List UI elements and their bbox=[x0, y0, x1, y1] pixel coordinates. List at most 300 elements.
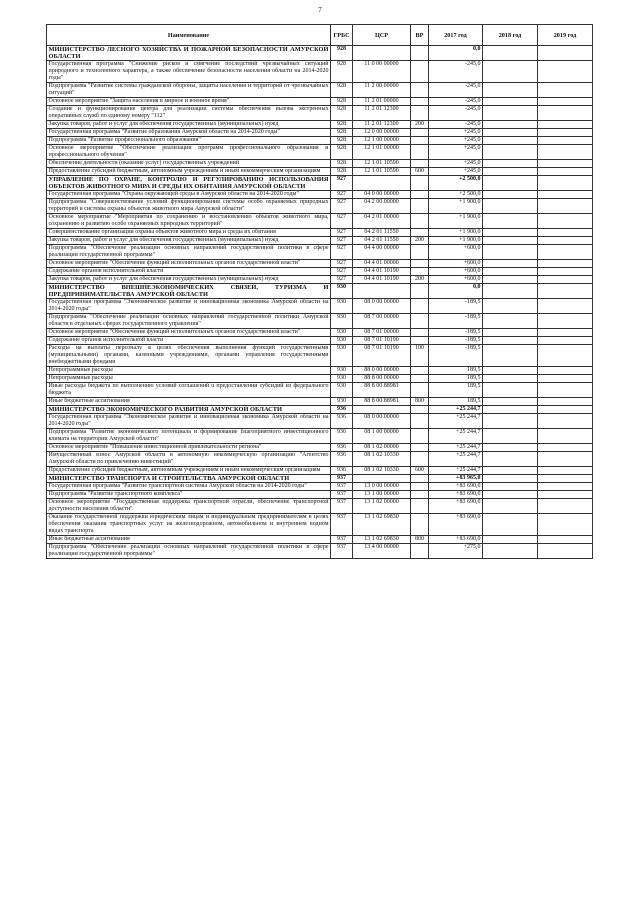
cell-2017: +1 900,0 bbox=[429, 199, 483, 214]
table-row bbox=[47, 337, 593, 345]
header-name: Наименование bbox=[47, 25, 331, 46]
cell-2019 bbox=[538, 83, 593, 98]
cell-2018 bbox=[483, 429, 538, 444]
cell-vr bbox=[411, 299, 429, 314]
cell-vr: 200 bbox=[411, 237, 429, 245]
header-csr: ЦСР bbox=[353, 25, 411, 46]
cell-2018 bbox=[483, 276, 538, 284]
cell-name: Оказание государственной поддержки юридическим лицам и индивидуальным предпринимателям в целях обеспечения оказания транспортных услуг на железнодорожном, автомобильном и внутреннем водном видах транспорта bbox=[48, 514, 329, 534]
cell-2017: +2 500,0 bbox=[429, 176, 483, 191]
cell-2018 bbox=[483, 536, 538, 544]
cell-grbs: 937 bbox=[331, 544, 353, 559]
cell-2017: +83 690,0 bbox=[429, 499, 483, 514]
cell-grbs: 927 bbox=[331, 260, 353, 268]
cell-grbs: 930 bbox=[331, 337, 353, 345]
table-row bbox=[47, 475, 593, 483]
cell-csr: 04 2 01 11550 bbox=[353, 229, 411, 237]
cell-csr: 04 4 01 00000 bbox=[353, 260, 411, 268]
cell-csr: 12 0 00 00000 bbox=[353, 129, 411, 137]
cell-vr bbox=[411, 475, 429, 483]
cell-grbs: 927 bbox=[331, 199, 353, 214]
cell-name: Подпрограмма "Обеспечение реализации основных направлений государственной политики в сфере реализации государственной программы" bbox=[48, 245, 329, 258]
cell-2017: +83 690,0 bbox=[429, 536, 483, 544]
cell-2019 bbox=[538, 536, 593, 544]
cell-csr: 04 2 01 00000 bbox=[353, 214, 411, 229]
cell-2017: +83 690,0 bbox=[429, 491, 483, 499]
cell-name: Подпрограмма "Развитие системы гражданской обороны, защиты населения и территорий от чрезвычайных ситуаций" bbox=[48, 83, 329, 96]
cell-2018 bbox=[483, 467, 538, 475]
cell-vr bbox=[411, 268, 429, 276]
cell-name: Подпрограмма "Развитие профессионального образования" bbox=[47, 137, 331, 145]
cell-2018 bbox=[483, 176, 538, 191]
cell-vr: 800 bbox=[411, 398, 429, 406]
table-row bbox=[47, 214, 593, 229]
cell-grbs: 930 bbox=[331, 375, 353, 383]
cell-grbs: 927 bbox=[331, 176, 353, 191]
cell-grbs: 927 bbox=[331, 229, 353, 237]
cell-2017: +600,0 bbox=[429, 268, 483, 276]
cell-vr bbox=[411, 499, 429, 514]
cell-2017: +1 900,0 bbox=[429, 237, 483, 245]
table-row bbox=[47, 129, 593, 137]
cell-2019 bbox=[538, 345, 593, 367]
cell-2017: 189,5 bbox=[429, 375, 483, 383]
cell-name: Подпрограмма "Развитие транспортного комплекса" bbox=[47, 491, 331, 499]
cell-name: Обеспечение деятельности (оказание услуг) государственных учреждений bbox=[47, 160, 331, 168]
cell-name: Предоставление субсидий бюджетным, автономным учреждениям и иным некоммерческим организациям bbox=[47, 467, 331, 475]
cell-grbs: 936 bbox=[331, 444, 353, 452]
cell-csr: 08 0 00 00000 bbox=[353, 299, 411, 314]
cell-2019 bbox=[538, 199, 593, 214]
cell-2017: +245,0 bbox=[429, 137, 483, 145]
cell-2017: +2 500,0 bbox=[429, 191, 483, 199]
cell-2019 bbox=[538, 514, 593, 536]
cell-2019 bbox=[538, 284, 593, 299]
cell-name: Подпрограмма "Обеспечение реализации основных направлений государственной политики Амурской области в отдельных сферах государственного управления" bbox=[48, 314, 329, 327]
cell-name: Основное мероприятие "Повышение инвестиционной привлекательности региона" bbox=[47, 444, 331, 452]
cell-grbs: 936 bbox=[331, 414, 353, 429]
cell-grbs: 928 bbox=[331, 98, 353, 106]
cell-2018 bbox=[483, 214, 538, 229]
table-row bbox=[47, 383, 593, 398]
cell-grbs: 927 bbox=[331, 268, 353, 276]
cell-name: Подпрограмма "Обеспечение реализации основных направлений государственной политики в сфере реализации государственной программы" bbox=[48, 544, 329, 557]
cell-vr bbox=[411, 491, 429, 499]
cell-2017: +25 244,7 bbox=[429, 429, 483, 444]
table-row bbox=[47, 329, 593, 337]
cell-csr: 88 8 00 00000 bbox=[353, 375, 411, 383]
cell-grbs: 930 bbox=[331, 345, 353, 367]
cell-grbs: 930 bbox=[331, 329, 353, 337]
cell-name: Подпрограмма "Развитие экономического потенциала и формирование благоприятного инвестиционного климата на территории Амурской области" bbox=[48, 429, 329, 442]
cell-2018 bbox=[483, 260, 538, 268]
cell-vr bbox=[411, 199, 429, 214]
table-row bbox=[47, 429, 593, 444]
cell-vr bbox=[411, 544, 429, 559]
cell-2018 bbox=[483, 137, 538, 145]
cell-2018 bbox=[483, 121, 538, 129]
cell-csr: 04 4 01 10190 bbox=[353, 268, 411, 276]
cell-csr: 11 0 00 00000 bbox=[353, 61, 411, 83]
cell-vr bbox=[411, 214, 429, 229]
cell-grbs: 927 bbox=[331, 237, 353, 245]
cell-2018 bbox=[483, 160, 538, 168]
table-row bbox=[47, 191, 593, 199]
cell-csr: 11 2 01 12300 bbox=[353, 106, 411, 121]
cell-2018 bbox=[483, 398, 538, 406]
cell-csr: 12 1 01 00000 bbox=[353, 145, 411, 160]
cell-2018 bbox=[483, 145, 538, 160]
cell-2019 bbox=[538, 429, 593, 444]
cell-grbs: 928 bbox=[331, 106, 353, 121]
cell-csr: 13 0 00 00000 bbox=[353, 483, 411, 491]
cell-2018 bbox=[483, 329, 538, 337]
cell-2018 bbox=[483, 414, 538, 429]
cell-grbs: 936 bbox=[331, 452, 353, 467]
cell-csr: 11 2 00 00000 bbox=[353, 83, 411, 98]
cell-2017: -189,5 bbox=[429, 314, 483, 329]
table-row bbox=[47, 137, 593, 145]
cell-2019 bbox=[538, 406, 593, 414]
cell-name: Основное мероприятие "Государственная поддержка транспортной отрасли, обеспечение транспортной доступности населения области" bbox=[48, 499, 329, 512]
cell-grbs: 930 bbox=[331, 367, 353, 375]
cell-2018 bbox=[483, 314, 538, 329]
cell-vr bbox=[411, 329, 429, 337]
cell-name: Государственная программа "Экономическое развитие и инновационная экономика Амурской области на 2014-2020 годы" bbox=[48, 414, 329, 427]
cell-2017: +25 244,7 bbox=[429, 452, 483, 467]
cell-2019 bbox=[538, 260, 593, 268]
cell-vr bbox=[411, 367, 429, 375]
cell-vr bbox=[411, 375, 429, 383]
cell-csr: 08 7 00 00000 bbox=[353, 314, 411, 329]
cell-2019 bbox=[538, 46, 593, 61]
cell-grbs: 927 bbox=[331, 245, 353, 260]
cell-2019 bbox=[538, 337, 593, 345]
cell-2018 bbox=[483, 129, 538, 137]
cell-grbs: 927 bbox=[331, 214, 353, 229]
table-row bbox=[47, 98, 593, 106]
cell-name: МИНИСТЕРСТВО ВНЕШНЕЭКОНОМИЧЕСКИХ СВЯЗЕЙ, ТУРИЗМА И ПРЕДПРИНИМАТЕЛЬСТВА АМУРСКОЙ ОБЛАСТИ bbox=[48, 284, 329, 298]
cell-grbs: 928 bbox=[331, 83, 353, 98]
cell-name: Государственная программа "Охрана окружающей среды в Амурской области на 2014-2020 годы" bbox=[47, 191, 331, 199]
cell-2019 bbox=[538, 544, 593, 559]
cell-name: Имущественный взнос Амурской области в автономную некоммерческую организацию "Агентство Амурской области по привлечению инвестиций" bbox=[48, 452, 329, 465]
cell-2018 bbox=[483, 499, 538, 514]
table-row bbox=[47, 499, 593, 514]
table-row bbox=[47, 106, 593, 121]
cell-csr: 12 1 01 10590 bbox=[353, 160, 411, 168]
cell-2019 bbox=[538, 106, 593, 121]
table-row bbox=[47, 491, 593, 499]
cell-2019 bbox=[538, 245, 593, 260]
cell-2018 bbox=[483, 367, 538, 375]
cell-grbs: 930 bbox=[331, 299, 353, 314]
cell-2017: -245,0 bbox=[429, 61, 483, 83]
cell-2019 bbox=[538, 314, 593, 329]
cell-vr bbox=[411, 129, 429, 137]
cell-2017: +600,0 bbox=[429, 260, 483, 268]
cell-vr bbox=[411, 46, 429, 61]
cell-2017: +1 900,0 bbox=[429, 229, 483, 237]
cell-vr bbox=[411, 229, 429, 237]
table-row bbox=[47, 260, 593, 268]
cell-2018 bbox=[483, 168, 538, 176]
cell-vr bbox=[411, 483, 429, 491]
cell-vr bbox=[411, 406, 429, 414]
cell-vr bbox=[411, 83, 429, 98]
cell-name: Закупка товаров, работ и услуг для обеспечения государственных (муниципальных) нужд bbox=[47, 121, 331, 129]
table-row bbox=[47, 276, 593, 284]
cell-2019 bbox=[538, 329, 593, 337]
header-vr: ВР bbox=[411, 25, 429, 46]
cell-2017: +275,0 bbox=[429, 544, 483, 559]
table-row bbox=[47, 268, 593, 276]
cell-name: Иные бюджетные ассигнования bbox=[47, 536, 331, 544]
cell-grbs: 928 bbox=[331, 129, 353, 137]
cell-vr bbox=[411, 176, 429, 191]
cell-csr: 04 2 01 11550 bbox=[353, 237, 411, 245]
cell-2018 bbox=[483, 337, 538, 345]
cell-vr bbox=[411, 444, 429, 452]
cell-name: Закупка товаров, работ и услуг для обеспечения государственных (муниципальных) нужд bbox=[47, 276, 331, 284]
cell-2019 bbox=[538, 268, 593, 276]
cell-2019 bbox=[538, 191, 593, 199]
cell-name: Совершенствование организации охраны объектов животного мира и среды их обитания bbox=[47, 229, 331, 237]
cell-grbs: 930 bbox=[331, 284, 353, 299]
cell-csr: 13 1 02 00000 bbox=[353, 499, 411, 514]
cell-name: Содержание органов исполнительной власти bbox=[47, 337, 331, 345]
cell-csr: 08 1 00 00000 bbox=[353, 429, 411, 444]
cell-csr: 88 8 00 88981 bbox=[353, 398, 411, 406]
cell-csr: 08 7 01 10190 bbox=[353, 345, 411, 367]
cell-2018 bbox=[483, 299, 538, 314]
cell-2018 bbox=[483, 83, 538, 98]
cell-2017: +1 900,0 bbox=[429, 214, 483, 229]
cell-2017: -189,5 bbox=[429, 299, 483, 314]
cell-2019 bbox=[538, 176, 593, 191]
cell-grbs: 937 bbox=[331, 483, 353, 491]
table-row bbox=[47, 514, 593, 536]
cell-name: Основное мероприятие "Обеспечение функций исполнительных органов государственной власти" bbox=[47, 260, 331, 268]
cell-csr: 04 2 00 00000 bbox=[353, 199, 411, 214]
cell-2018 bbox=[483, 375, 538, 383]
cell-2017: 0,0 bbox=[429, 46, 483, 61]
cell-grbs: 928 bbox=[331, 168, 353, 176]
cell-2017: 0,0 bbox=[429, 284, 483, 299]
cell-2017: -189,5 bbox=[429, 329, 483, 337]
cell-grbs: 930 bbox=[331, 383, 353, 398]
table-row bbox=[47, 160, 593, 168]
cell-csr: 04 0 00 00000 bbox=[353, 191, 411, 199]
cell-vr bbox=[411, 314, 429, 329]
cell-grbs: 928 bbox=[331, 137, 353, 145]
cell-2018 bbox=[483, 452, 538, 467]
cell-grbs: 928 bbox=[331, 46, 353, 61]
cell-2019 bbox=[538, 98, 593, 106]
cell-2019 bbox=[538, 299, 593, 314]
header-2019: 2019 год bbox=[538, 25, 593, 46]
header-2018: 2018 год bbox=[483, 25, 538, 46]
table-row bbox=[47, 467, 593, 475]
cell-name: Основное мероприятие "Мероприятия по сохранению и восстановлению объектов животного мира, сохранению и развитию особо охраняемых природных территорий" bbox=[48, 214, 329, 227]
cell-2018 bbox=[483, 98, 538, 106]
cell-2017: +600,0 bbox=[429, 276, 483, 284]
cell-2018 bbox=[483, 483, 538, 491]
cell-csr: 13 1 02 69830 bbox=[353, 514, 411, 536]
cell-2018 bbox=[483, 191, 538, 199]
cell-name: Содержание органов исполнительной власти bbox=[47, 268, 331, 276]
cell-2017: +83 965,0 bbox=[429, 475, 483, 483]
cell-vr bbox=[411, 383, 429, 398]
cell-csr: 88 8 00 88981 bbox=[353, 383, 411, 398]
cell-vr: 600 bbox=[411, 467, 429, 475]
cell-grbs: 928 bbox=[331, 121, 353, 129]
cell-2018 bbox=[483, 383, 538, 398]
cell-vr: 200 bbox=[411, 276, 429, 284]
cell-csr bbox=[353, 406, 411, 414]
cell-name: Основное мероприятие "Обеспечение реализации программ профессионального образования и профессионального обучения" bbox=[48, 145, 329, 158]
cell-2019 bbox=[538, 121, 593, 129]
cell-name: Непрограммные расходы bbox=[47, 375, 331, 383]
cell-2017: -189,5 bbox=[429, 345, 483, 367]
cell-2019 bbox=[538, 160, 593, 168]
cell-grbs: 928 bbox=[331, 61, 353, 83]
cell-name: Иные расходы бюджета по выполнению условий соглашений о предоставлении субсидий из федерального бюджета bbox=[48, 383, 329, 396]
cell-grbs: 928 bbox=[331, 145, 353, 160]
cell-csr: 08 1 02 10330 bbox=[353, 452, 411, 467]
cell-csr: 08 0 00 00000 bbox=[353, 414, 411, 429]
cell-2017: -189,5 bbox=[429, 337, 483, 345]
table-row bbox=[47, 452, 593, 467]
cell-name: Предоставление субсидий бюджетным, автономным учреждениям и иным некоммерческим организациям bbox=[47, 168, 331, 176]
cell-grbs: 936 bbox=[331, 406, 353, 414]
cell-name: Государственная программа "Экономическое развитие и инновационная экономика Амурской области на 2014-2020 годы" bbox=[48, 299, 329, 312]
cell-vr bbox=[411, 145, 429, 160]
cell-2019 bbox=[538, 229, 593, 237]
cell-vr bbox=[411, 429, 429, 444]
cell-2018 bbox=[483, 237, 538, 245]
cell-2018 bbox=[483, 475, 538, 483]
cell-csr: 13 4 00 00000 bbox=[353, 544, 411, 559]
cell-2019 bbox=[538, 237, 593, 245]
table-row bbox=[47, 444, 593, 452]
cell-2019 bbox=[538, 214, 593, 229]
cell-2019 bbox=[538, 137, 593, 145]
cell-2017: 189,5 bbox=[429, 367, 483, 375]
cell-2018 bbox=[483, 345, 538, 367]
cell-2017: -245,0 bbox=[429, 106, 483, 121]
cell-csr: 13 1 00 00000 bbox=[353, 491, 411, 499]
cell-vr bbox=[411, 61, 429, 83]
cell-grbs: 930 bbox=[331, 398, 353, 406]
table-row bbox=[47, 414, 593, 429]
table-row bbox=[47, 345, 593, 367]
cell-csr: 11 2 01 12300 bbox=[353, 121, 411, 129]
cell-2017: +600,0 bbox=[429, 245, 483, 260]
cell-2018 bbox=[483, 106, 538, 121]
cell-grbs: 936 bbox=[331, 467, 353, 475]
cell-2019 bbox=[538, 145, 593, 160]
cell-csr: 11 2 01 00000 bbox=[353, 98, 411, 106]
cell-vr bbox=[411, 160, 429, 168]
cell-csr: 04 4 00 00000 bbox=[353, 245, 411, 260]
cell-name: Подпрограмма "Совершенствование условий функционирования системы особо охраняемых природных территорий и системы охраны объектов животного мира Амурской области" bbox=[48, 199, 329, 212]
cell-2017: +245,0 bbox=[429, 145, 483, 160]
cell-2019 bbox=[538, 444, 593, 452]
cell-vr bbox=[411, 245, 429, 260]
cell-csr: 04 4 01 10190 bbox=[353, 276, 411, 284]
table-row bbox=[47, 145, 593, 160]
cell-2017: +83 690,0 bbox=[429, 483, 483, 491]
cell-grbs: 937 bbox=[331, 491, 353, 499]
cell-name: Государственная программа "Развитие образования Амурской области на 2014-2020 годы" bbox=[47, 129, 331, 137]
cell-csr: 13 1 02 69830 bbox=[353, 536, 411, 544]
cell-csr bbox=[353, 475, 411, 483]
table-row bbox=[47, 406, 593, 414]
cell-2018 bbox=[483, 46, 538, 61]
cell-vr: 600 bbox=[411, 168, 429, 176]
table-row bbox=[47, 168, 593, 176]
cell-name: МИНИСТЕРСТВО ЭКОНОМИЧЕСКОГО РАЗВИТИЯ АМУРСКОЙ ОБЛАСТИ bbox=[47, 406, 331, 414]
cell-grbs: 927 bbox=[331, 191, 353, 199]
table-row bbox=[47, 367, 593, 375]
cell-2019 bbox=[538, 483, 593, 491]
cell-name: Создание и функционирование центра для реализации системы обеспечения вызова экстренных оперативных служб по единому номеру "112" bbox=[48, 106, 329, 119]
cell-2017: 189,5 bbox=[429, 383, 483, 398]
cell-2018 bbox=[483, 514, 538, 536]
table-row bbox=[47, 483, 593, 491]
cell-name: Расходы на выплаты персоналу в целях обеспечения выполнения функций государственными (муниципальными) органами, казенными учреждениями, органами управления государственными внебюджетными фондами bbox=[48, 345, 329, 365]
cell-csr bbox=[353, 176, 411, 191]
cell-2019 bbox=[538, 61, 593, 83]
cell-name: УПРАВЛЕНИЕ ПО ОХРАНЕ, КОНТРОЛЮ И РЕГУЛИРОВАНИЮ ИСПОЛЬЗОВАНИЯ ОБЪЕКТОВ ЖИВОТНОГО МИРА И СРЕДЫ ИХ ОБИТАНИЯ АМУРСКОЙ ОБЛАСТИ bbox=[48, 176, 329, 190]
cell-vr bbox=[411, 191, 429, 199]
cell-2019 bbox=[538, 375, 593, 383]
cell-2018 bbox=[483, 406, 538, 414]
cell-2019 bbox=[538, 491, 593, 499]
cell-vr bbox=[411, 414, 429, 429]
cell-2018 bbox=[483, 199, 538, 214]
cell-2019 bbox=[538, 452, 593, 467]
cell-grbs: 937 bbox=[331, 536, 353, 544]
cell-2018 bbox=[483, 544, 538, 559]
cell-2018 bbox=[483, 268, 538, 276]
budget-table bbox=[46, 24, 593, 559]
cell-vr bbox=[411, 337, 429, 345]
cell-name: Непрограммные расходы bbox=[47, 367, 331, 375]
table-row bbox=[47, 176, 593, 191]
cell-grbs: 936 bbox=[331, 429, 353, 444]
cell-vr bbox=[411, 137, 429, 145]
cell-name: Иные бюджетные ассигнования bbox=[47, 398, 331, 406]
table-row bbox=[47, 121, 593, 129]
table-row bbox=[47, 237, 593, 245]
cell-2017: +25 244,7 bbox=[429, 467, 483, 475]
table-row bbox=[47, 536, 593, 544]
cell-grbs: 928 bbox=[331, 160, 353, 168]
cell-csr: 12 1 01 10590 bbox=[353, 168, 411, 176]
table-row bbox=[47, 229, 593, 237]
table-row bbox=[47, 375, 593, 383]
cell-vr bbox=[411, 106, 429, 121]
cell-vr bbox=[411, 98, 429, 106]
cell-grbs: 937 bbox=[331, 514, 353, 536]
table-row bbox=[47, 314, 593, 329]
cell-vr bbox=[411, 260, 429, 268]
cell-2019 bbox=[538, 499, 593, 514]
cell-2019 bbox=[538, 467, 593, 475]
cell-csr: 88 0 00 00000 bbox=[353, 367, 411, 375]
